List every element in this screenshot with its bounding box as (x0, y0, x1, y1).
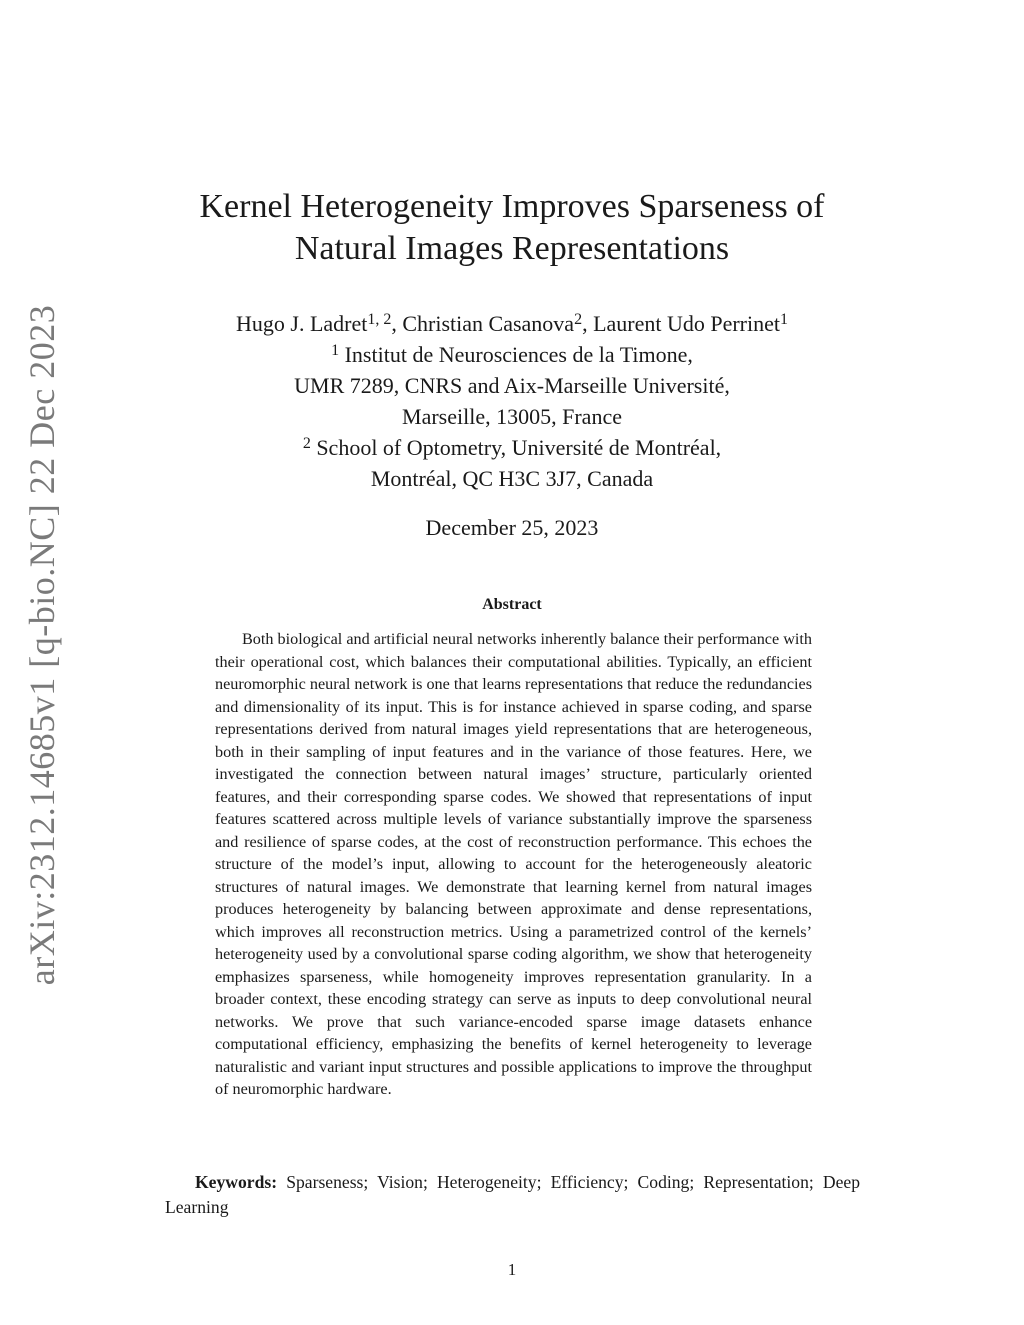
affiliation-1-line-2: UMR 7289, CNRS and Aix-Marseille Université, (294, 373, 730, 398)
affiliation-1 (0, 339, 1024, 432)
author-1-affiliation-mark: 1, 2 (367, 311, 392, 328)
keywords-section (165, 1170, 860, 1220)
arxiv-identifier-stamp: arXiv:2312.14685v1 [q-bio.NC] 22 Dec 2023 (22, 304, 62, 986)
affiliation-2-line-1 (0, 432, 1024, 463)
publication-date: December 25, 2023 (425, 515, 599, 540)
affiliation-2 (0, 432, 1024, 494)
author-2-affiliation-mark: 2 (574, 311, 583, 328)
affiliation-2-text-line-1: School of Optometry, Université de Montréal, (316, 435, 722, 460)
abstract-heading: Abstract (482, 596, 542, 613)
author-3-name: , Laurent Udo Perrinet (582, 311, 780, 336)
affiliation-2-marker: 2 (302, 435, 311, 452)
affiliation-1-line-1 (0, 339, 1024, 370)
affiliation-1-line-3: Marseille, 13005, France (402, 404, 622, 429)
affiliation-1-marker: 1 (331, 342, 340, 359)
affiliation-2-line-2: Montréal, QC H3C 3J7, Canada (370, 466, 654, 491)
author-block (0, 308, 1024, 494)
abstract-text: Both biological and artificial neural networks inherently balance their performance with their operational cost, which balances their computational abilities. Typically, an efficient neuromorphic neural network is one that learns representations that reduce the redundancies and dimensionality of its input. This is for instance achieved in sparse coding, and sparse representations derived from natural images yield representations that are heterogeneous, both in their sampling of input features and in the variance of those features. Here, we investigated the connection between natural images’ structure, particularly oriented features, and their corresponding sparse codes. We showed that representations of input features scattered across multiple levels of variance substantially improve the sparseness and resilience of sparse codes, at the cost of reconstruction performance. This echoes the structure of the model’s input, allowing to account for the heterogeneously aleatoric structures of natural images. We demonstrate that learning kernel from natural images produces heterogeneity by balancing between approximate and dense representations, which improves all reconstruction metrics. Using a parametrized control of the kernels’ heterogeneity used by a convolutional sparse coding algorithm, we show that heterogeneity emphasizes sparseness, while homogeneity improves representation granularity. In a broader context, these encoding strategy can serve as inputs to deep convolutional neural networks. We prove that such variance-encoded sparse image datasets enhance computational efficiency, emphasizing the benefits of kernel heterogeneity to leverage naturalistic and variant input structures and possible applications to improve the throughput of neuromorphic hardware. (215, 630, 812, 1098)
affiliation-1-text-line-1: Institut de Neurosciences de la Timone, (344, 342, 693, 367)
paper-title (0, 186, 1024, 270)
page-number: 1 (507, 1260, 517, 1279)
keywords-list: Sparseness; Vision; Heterogeneity; Efficiency; Coding; Representation; Deep Learning (165, 1172, 860, 1217)
title-line-1: Kernel Heterogeneity Improves Sparseness of (199, 188, 825, 225)
author-3-affiliation-mark: 1 (780, 311, 788, 328)
keywords-label: Keywords: (195, 1172, 278, 1192)
author-2-name: , Christian Casanova (391, 311, 575, 336)
title-line-2: Natural Images Representations (294, 230, 730, 267)
author-1-name: Hugo J. Ladret (236, 311, 368, 336)
author-names (0, 308, 1024, 339)
